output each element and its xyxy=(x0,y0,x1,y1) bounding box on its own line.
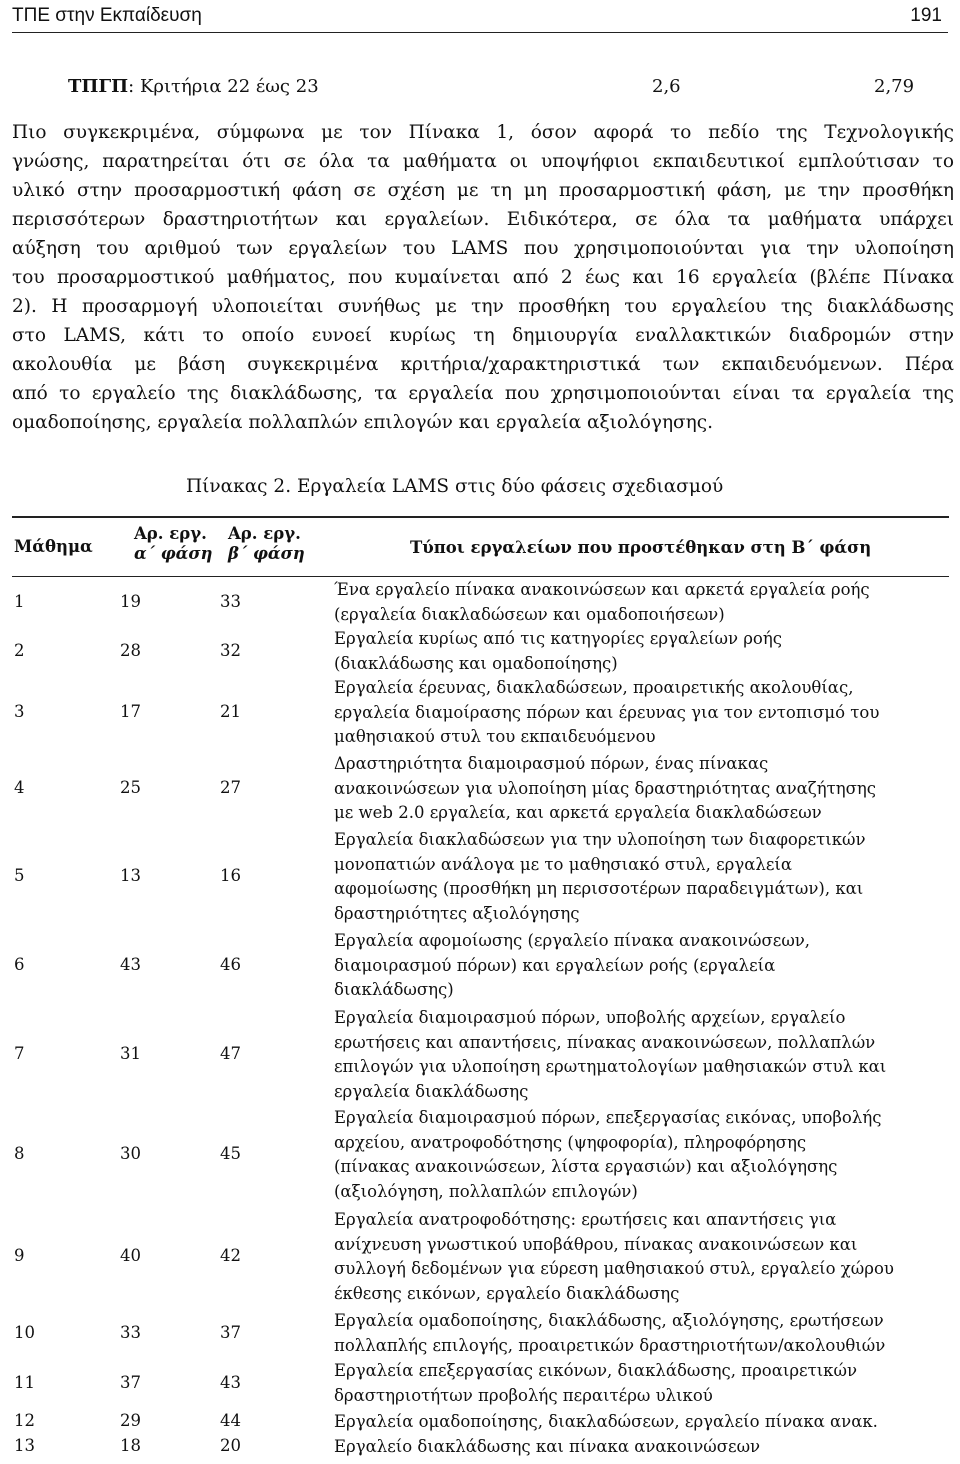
description-line: ανακοινώσεων για υλοποίηση μίας δραστηριότητας αναζήτησης xyxy=(334,778,877,798)
lesson-number: 2 xyxy=(14,640,25,660)
description-line: Εργαλεία διακλαδώσεων για την υλοποίηση των διαφορετικών xyxy=(334,830,866,849)
running-title: ΤΠΕ στην Εκπαίδευση xyxy=(12,5,202,26)
description-line: Ένα εργαλείο πίνακα ανακοινώσεων και αρκετά εργαλεία ροής xyxy=(334,580,870,599)
paragraph-line: υλικό στην προσαρμοστική φάση σε σχέση με τη μη προσαρμοστική φάση, με την προσθήκη xyxy=(12,180,954,201)
paragraph-line: 2). Η προσαρμογή υλοποιείται συνήθως με την προσθήκη του εργαλείου της διακλάδωσης xyxy=(12,296,954,317)
header-tools-b xyxy=(228,524,305,564)
summary-label-rest: : Κριτήρια 22 έως 23 xyxy=(128,76,319,97)
paragraph-line: γνώσης, παρατηρείται ότι σε όλα τα μαθήματα οι υποψήφιοι εκπαιδευτικοί εμπλούτισαν το xyxy=(12,151,954,172)
tool-types-description xyxy=(334,1106,881,1204)
description-line: Εργαλεία ομαδοποίησης, διακλαδώσεων, εργαλείο πίνακα ανακ. xyxy=(334,1412,878,1431)
header-tools-b-line1: Αρ. εργ. xyxy=(228,524,301,543)
lesson-number: 11 xyxy=(14,1372,35,1392)
tools-phase-b: 21 xyxy=(220,701,241,721)
header-tools-a-line1: Αρ. εργ. xyxy=(134,524,207,543)
tools-phase-b: 32 xyxy=(220,640,241,660)
description-line: εργαλεία διακλάδωσης xyxy=(334,1081,529,1101)
tools-phase-b: 47 xyxy=(220,1044,241,1063)
description-line: αρχείου, ανατροφοδότησης (ψηφοφορία), πληροφόρησης xyxy=(334,1132,807,1152)
tools-phase-b: 20 xyxy=(220,1436,241,1456)
lesson-number: 13 xyxy=(14,1436,35,1456)
lesson-number: 10 xyxy=(14,1322,35,1342)
table-header-rule xyxy=(12,576,949,577)
description-line: Εργαλεία αφομοίωσης (εργαλείο πίνακα ανακοινώσεων, xyxy=(334,931,811,950)
lesson-number: 9 xyxy=(14,1246,25,1265)
lesson-number: 4 xyxy=(14,777,25,797)
description-line: Εργαλεία επεξεργασίας εικόνων, διακλάδωσης, προαιρετικών xyxy=(334,1361,857,1380)
summary-label-bold: ΤΠΓΠ xyxy=(68,76,129,97)
tool-types-description xyxy=(334,578,870,627)
table-caption: Πίνακας 2. Εργαλεία LAMS στις δύο φάσεις σχεδιασμού xyxy=(186,476,724,497)
tool-types-description xyxy=(334,1359,857,1408)
description-line: ερωτήσεις και απαντήσεις, πίνακας ανακοινώσεων, πολλαπλών xyxy=(334,1032,876,1052)
tools-phase-a: 33 xyxy=(120,1322,141,1342)
tools-phase-b: 16 xyxy=(220,866,241,885)
description-line: (διακλάδωσης και ομαδοποίησης) xyxy=(334,653,618,673)
description-line: εργαλεία διαμοίρασης πόρων και έρευνας για τον εντοπισμό του xyxy=(334,702,880,722)
paragraph-line: περισσότερων δραστηριοτήτων και εργαλείων. Ειδικότερα, σε όλα τα μαθήματα υπάρχει xyxy=(12,209,954,230)
description-line: έκθεσης εικόνων, εργαλείο διακλάδωσης xyxy=(334,1283,680,1303)
description-line: (εργαλεία διακλαδώσεων και ομαδοποιήσεων) xyxy=(334,604,725,624)
description-line: μαθησιακού στυλ του εκπαιδευόμενου xyxy=(334,727,656,746)
description-line: Εργαλεία έρευνας, διακλαδώσεων, προαιρετικής ακολουθίας, xyxy=(334,678,854,697)
tool-types-description xyxy=(334,828,866,926)
lesson-number: 8 xyxy=(14,1144,25,1163)
description-line: δραστηριοτήτων προβολής περαιτέρω υλικού xyxy=(334,1385,713,1405)
description-line: με web 2.0 εργαλεία, και αρκετά εργαλεία διακλαδώσεων xyxy=(334,803,822,822)
tool-types-description xyxy=(334,1435,760,1460)
tools-phase-a: 25 xyxy=(120,777,141,797)
header-tools-a xyxy=(134,524,212,564)
description-line: Εργαλεία ανατροφοδότησης: ερωτήσεις και απαντήσεις για xyxy=(334,1210,837,1229)
tools-phase-b: 33 xyxy=(220,591,241,611)
tool-types-description xyxy=(334,1309,885,1358)
description-line: αφομοίωσης (προσθήκη μη περισσοτέρων παραδειγμάτων), και xyxy=(334,879,864,898)
paragraph-line: από το εργαλείο της διακλάδωσης, τα εργαλεία που χρησιμοποιούνται είναι τα εργαλεία της xyxy=(12,383,954,404)
tools-phase-b: 27 xyxy=(220,777,241,797)
description-line: διαμοιρασμού πόρων) και εργαλείων ροής (εργαλεία xyxy=(334,955,776,975)
description-line: ανίχνευση γνωστικού υποβάθρου, πίνακας ανακοινώσεων και xyxy=(334,1234,858,1254)
description-line: (αξιολόγηση, πολλαπλών επιλογών) xyxy=(334,1181,638,1201)
tool-types-description xyxy=(334,1208,894,1306)
page-number: 191 xyxy=(910,5,942,26)
paragraph-line: ακολουθία με βάση συγκεκριμένα κριτήρια/χαρακτηριστικά των εκπαιδευόμενων. Πέρα xyxy=(12,354,954,375)
tools-phase-a: 30 xyxy=(120,1144,141,1163)
tool-types-description xyxy=(334,929,810,1003)
header-tools-a-line2: α΄ φάση xyxy=(134,544,213,563)
page-header xyxy=(12,2,948,33)
description-line: Εργαλεία κυρίως από τις κατηγορίες εργαλείων ροής xyxy=(334,629,782,648)
description-line: επιλογών για υλοποίηση ερωτηματολογίων μαθησιακών στυλ και xyxy=(334,1057,887,1076)
summary-value-a: 2,6 xyxy=(652,76,681,97)
tools-phase-a: 37 xyxy=(120,1372,141,1392)
tools-phase-a: 18 xyxy=(120,1436,141,1456)
lesson-number: 3 xyxy=(14,701,25,721)
description-line: μονοπατιών ανάλογα με το μαθησιακό στυλ, εργαλεία xyxy=(334,854,793,874)
tools-phase-b: 37 xyxy=(220,1322,241,1342)
tools-phase-a: 28 xyxy=(120,640,141,660)
description-line: Εργαλεία διαμοιρασμού πόρων, υποβολής αρχείων, εργαλείο xyxy=(334,1008,846,1027)
paragraph-line: Πιο συγκεκριμένα, σύμφωνα με τον Πίνακα 1, όσον αφορά το πεδίο της Τεχνολογικής xyxy=(12,122,954,143)
lesson-number: 1 xyxy=(14,591,25,611)
header-types: Τύποι εργαλείων που προστέθηκαν στη Β΄ φάση xyxy=(410,538,872,557)
tools-phase-a: 43 xyxy=(120,954,141,974)
description-line: Εργαλεία διαμοιρασμού πόρων, επεξεργασίας εικόνας, υποβολής xyxy=(334,1108,882,1127)
description-line: πολλαπλής επιλογής, προαιρετικών δραστηριοτήτων/ακολουθιών xyxy=(334,1335,886,1355)
paragraph-line: στο LAMS, κάτι το οποίο ευνοεί κυρίως τη δημιουργία εναλλακτικών διαδρομών στην xyxy=(12,325,954,346)
description-line: Εργαλεία ομαδοποίησης, διακλάδωσης, αξιολόγησης, ερωτήσεων xyxy=(334,1311,884,1330)
paragraph-line: αύξηση του αριθμού των εργαλείων του LAMS που χρησιμοποιούνται για την υλοποίηση xyxy=(12,238,954,259)
description-line: (πίνακας ανακοινώσεων, λίστα εργασιών) και αξιολόγησης xyxy=(334,1157,838,1176)
description-line: συλλογή δεδομένων για εύρεση μαθησιακού στυλ, εργαλείο χώρου xyxy=(334,1259,894,1278)
tools-phase-b: 42 xyxy=(220,1246,241,1265)
tools-phase-a: 29 xyxy=(120,1411,141,1431)
tools-phase-b: 43 xyxy=(220,1372,241,1392)
description-line: Εργαλείο διακλάδωσης και πίνακα ανακοινώσεων xyxy=(334,1437,761,1456)
description-line: δραστηριότητες αξιολόγησης xyxy=(334,903,580,923)
body-paragraph xyxy=(12,118,954,437)
summary-label xyxy=(68,76,319,97)
header-tools-b-line2: β΄ φάση xyxy=(228,544,305,563)
tool-types-description xyxy=(334,676,879,750)
tool-types-description xyxy=(334,1410,878,1435)
description-line: διακλάδωσης) xyxy=(334,980,454,999)
tools-phase-a: 31 xyxy=(120,1044,141,1063)
lesson-number: 7 xyxy=(14,1044,25,1063)
description-line: Δραστηριότητα διαμοιρασμού πόρων, ένας πίνακας xyxy=(334,754,769,773)
tools-phase-a: 40 xyxy=(120,1246,141,1265)
tools-phase-a: 13 xyxy=(120,866,141,885)
header-lesson: Μάθημα xyxy=(14,537,93,556)
paragraph-line: του προσαρμοστικού μαθήματος, που κυμαίνεται από 2 έως και 16 εργαλεία (βλέπε Πίνακα xyxy=(12,267,954,288)
tools-phase-b: 44 xyxy=(220,1411,241,1431)
table-top-rule xyxy=(12,516,949,518)
tools-phase-b: 45 xyxy=(220,1144,241,1163)
tools-phase-b: 46 xyxy=(220,954,241,974)
lesson-number: 6 xyxy=(14,954,25,974)
tool-types-description xyxy=(334,627,782,676)
lesson-number: 12 xyxy=(14,1411,35,1431)
tool-types-description xyxy=(334,1006,886,1104)
tools-phase-a: 19 xyxy=(120,591,141,611)
paragraph-line: ομαδοποίησης, εργαλεία πολλαπλών επιλογών και εργαλεία αξιολόγησης. xyxy=(12,412,713,433)
tool-types-description xyxy=(334,752,876,826)
lesson-number: 5 xyxy=(14,866,25,885)
tools-phase-a: 17 xyxy=(120,701,141,721)
summary-value-b: 2,79 xyxy=(874,76,915,97)
